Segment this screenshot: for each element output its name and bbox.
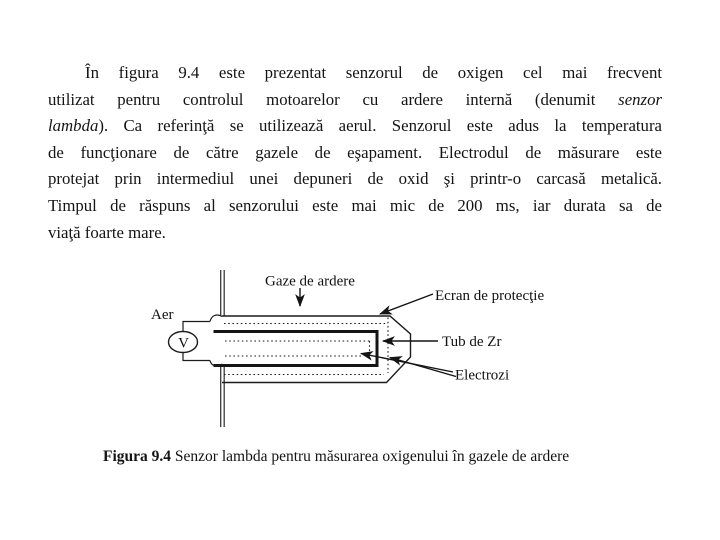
label-zr-tube: Tub de Zr [442, 334, 502, 350]
voltmeter-label: V [178, 335, 189, 352]
label-protection-shield: Ecran de protecţie [435, 288, 545, 304]
paragraph-line: protejat prin intermediul unei depuneri de oxid şi printr-o carcasă metalică. [48, 169, 662, 189]
figure-caption [103, 448, 663, 466]
figure-caption-number: Figura 9.4 [103, 448, 172, 465]
shield-pointer-arrow [380, 294, 433, 314]
paragraph-line: viaţă foarte mare. [48, 222, 166, 242]
paragraph-line: În figura 9.4 este prezentat senzorul de oxigen cel mai frecvent [85, 63, 662, 82]
paragraph-line: Timpul de răspuns al senzorului este mai mic de 200 ms, iar durata sa de [48, 195, 662, 215]
zirconia-tube [214, 332, 378, 366]
electrodes-dotted [225, 341, 370, 356]
paragraph-line: lambda). Ca referinţă se utilizează aerul. Senzorul este adus la temperatura [48, 116, 662, 136]
label-electrodes: Electrozi [455, 367, 510, 384]
label-combustion-gases: Gaze de ardere [265, 273, 355, 290]
paragraph-line: utilizat pentru controlul motoarelor cu ardere internă (denumit senzor [48, 89, 662, 109]
exhaust-wall [221, 270, 225, 427]
paragraph-line: de funcţionare de către gazele de eşapament. Electrodul de măsurare este [48, 142, 662, 162]
metal-housing-outline [222, 316, 411, 383]
figure-caption-text: Senzor lambda pentru măsurarea oxigenului în gazele de ardere [171, 448, 570, 465]
label-air: Aer [151, 307, 174, 323]
voltmeter [169, 332, 198, 353]
electrode-pointer-arrow-2 [390, 358, 456, 377]
